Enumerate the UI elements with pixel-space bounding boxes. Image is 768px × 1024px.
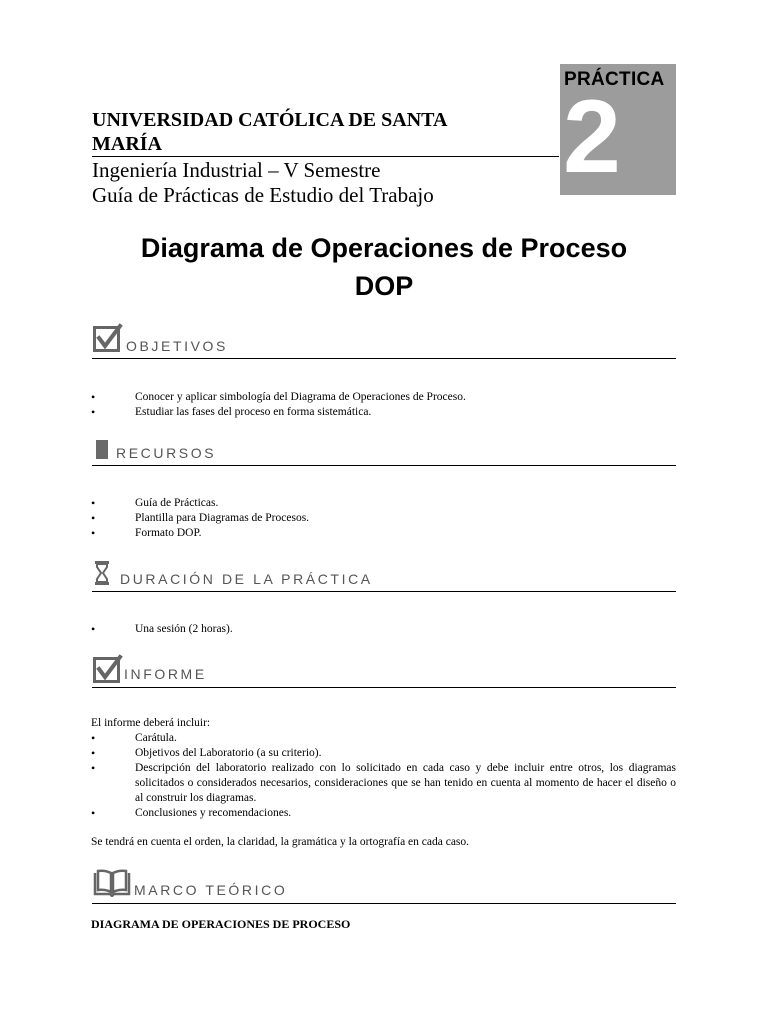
objetivos-list (91, 390, 676, 420)
section-divider (92, 687, 676, 688)
list-item: • Estudiar las fases del proceso en forma sistemática. (91, 405, 676, 420)
guide-name: Guía de Prácticas de Estudio del Trabajo (92, 183, 434, 207)
open-book-icon (93, 869, 131, 897)
section-heading-duracion: DURACIÓN DE LA PRÁCTICA (120, 571, 373, 587)
practice-badge-number: 2 (563, 79, 621, 195)
section-heading-marco: MARCO TEÓRICO (134, 882, 288, 898)
list-item: • Descripción del laboratorio realizado con lo solicitado en cada caso y debe incluir entre otros, los diagramas solicitados o considerados necesarios, consideraciones que se han tenido en cuenta al momento de hacer el diseño o al construir los diagramas. (91, 761, 676, 806)
checkbox-icon (93, 654, 123, 684)
informe-note: Se tendrá en cuenta el orden, la claridad, la gramática y la ortografía en cada caso. (91, 836, 470, 848)
checkbox-icon (93, 323, 123, 353)
section-heading-recursos: RECURSOS (116, 445, 217, 461)
list-item: • Conclusiones y recomendaciones. (91, 806, 676, 821)
section-divider (92, 358, 676, 359)
list-item: • Formato DOP. (91, 526, 676, 541)
duracion-list (91, 622, 676, 637)
list-item: • Plantilla para Diagramas de Procesos. (91, 511, 676, 526)
university-name: UNIVERSIDAD CATÓLICA DE SANTA MARÍA (92, 109, 447, 155)
practice-badge (560, 64, 676, 195)
section-divider (92, 465, 676, 466)
hourglass-icon (94, 560, 110, 586)
section-heading-informe: INFORME (124, 666, 207, 682)
recursos-list (91, 496, 676, 541)
informe-list (91, 731, 676, 821)
section-divider (92, 591, 676, 592)
list-item: • Carátula. (91, 731, 676, 746)
list-item: • Objetivos del Laboratorio (a su criterio). (91, 746, 676, 761)
document-title-abbr: DOP (354, 271, 414, 301)
list-item: • Conocer y aplicar simbología del Diagrama de Operaciones de Proceso. (91, 390, 676, 405)
list-item: • Guía de Prácticas. (91, 496, 676, 511)
practice-badge-label: PRÁCTICA (564, 69, 665, 90)
section-divider (92, 903, 676, 904)
informe-intro: El informe deberá incluir: (91, 717, 211, 729)
program-name: Ingeniería Industrial – V Semestre (92, 158, 381, 182)
marco-subheading: DIAGRAMA DE OPERACIONES DE PROCESO (91, 917, 351, 931)
list-item: • Una sesión (2 horas). (91, 622, 676, 637)
book-spine-icon (96, 440, 108, 459)
section-heading-objetivos: OBJETIVOS (126, 338, 228, 354)
header-divider (92, 156, 559, 157)
document-title: Diagrama de Operaciones de Proceso (140, 233, 628, 263)
